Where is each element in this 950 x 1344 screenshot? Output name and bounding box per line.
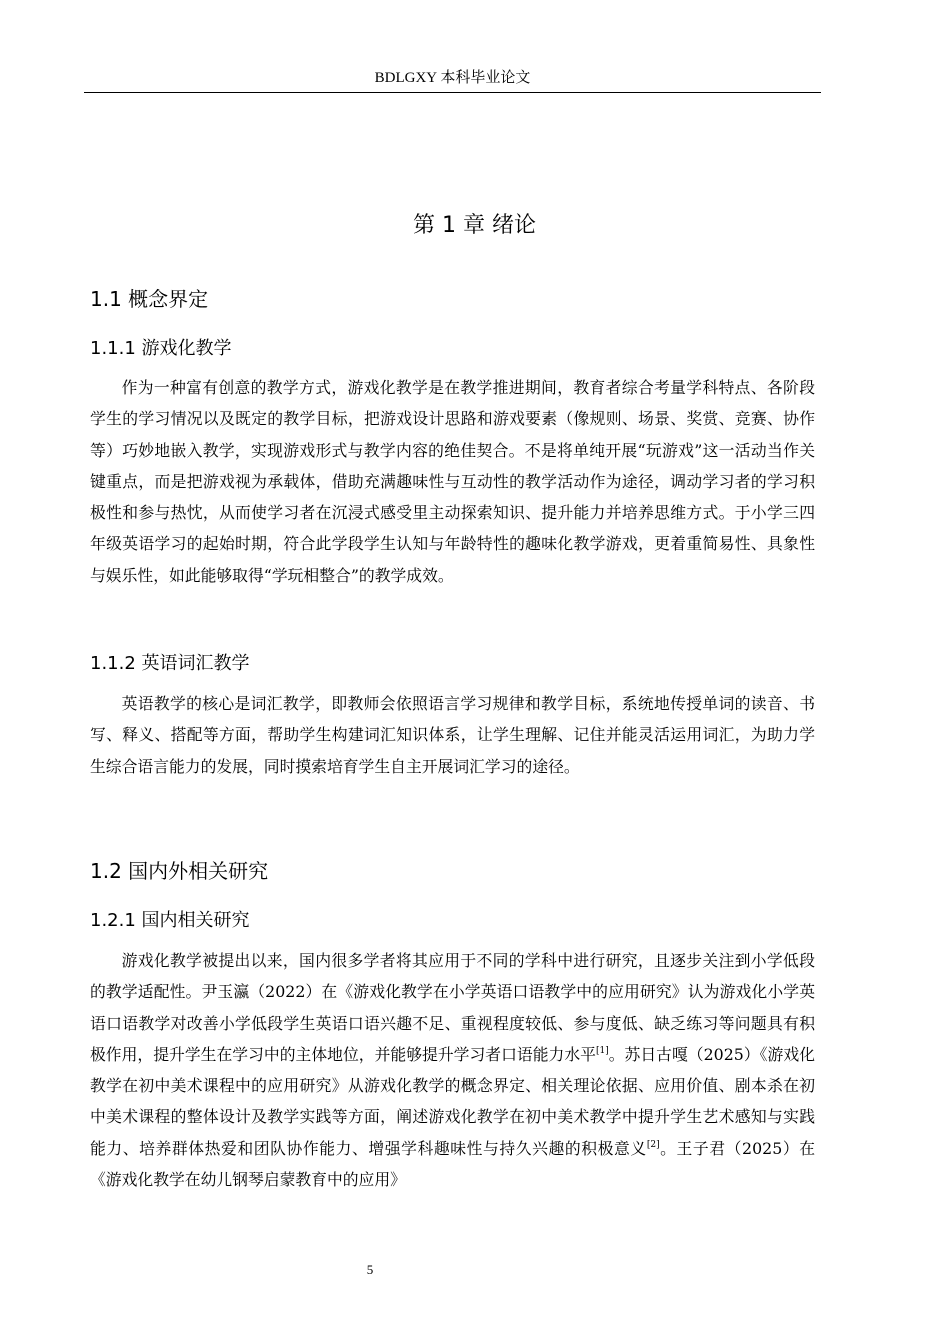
subsection-heading-1-1-1: 1.1.1 游戏化教学 — [90, 338, 232, 359]
section-heading-1-2: 1.2 国内外相关研究 — [90, 859, 269, 883]
citation-ref-1: [1] — [595, 1045, 609, 1056]
header-rule — [84, 92, 821, 93]
page-number: 5 — [366, 1262, 374, 1277]
section-heading-1-1: 1.1 概念界定 — [90, 287, 209, 311]
paragraph-text-part-2: 。苏日古嘎（2025）《游戏化教学在初中美术课程中的应用研究》从游戏化教学的概念界定、相关理论依据、应用价值、剧本杀在初中美术课程的整体设计及教学实践等方面，阐述游戏化教学在初中美术教学中提升学生艺术感知与实践能力、培养群体热爱和团队协作能力、增强学科趣味性与持久兴趣的积极意义 — [90, 1044, 815, 1158]
paragraph-text-part-3: 。王子君（2025）在《游戏化教学在幼儿钢琴启蒙教育中的应用》 — [90, 1138, 815, 1190]
running-header: BDLGXY 本科毕业论文 — [374, 70, 531, 86]
paragraph-text-part-1: 游戏化教学被提出以来，国内很多学者将其应用于不同的学科中进行研究，且逐步关注到小学低段的教学适配性。尹玉瀛（2022）在《游戏化教学在小学英语口语教学中的应用研究》认为游戏化小学英语口语教学对改善小学低段学生英语口语兴趣不足、重视程度较低、参与度低、缺乏练习等问题具有积极作用，提升学生在学习中的主体地位，并能够提升学习者口语能力水平 — [90, 951, 815, 1064]
citation-ref-2: [2] — [646, 1139, 660, 1150]
paragraph-gamified-teaching: 作为一种富有创意的教学方式，游戏化教学是在教学推进期间，教育者综合考量学科特点、各阶段学生的学习情况以及既定的教学目标，把游戏设计思路和游戏要素（像规则、场景、奖赏、竞赛、协作等）巧妙地嵌入教学，实现游戏形式与教学内容的绝佳契合。不是将单纯开展“玩游戏”这一活动当作关键重点，而是把游戏视为承载体，借助充满趣味性与互动性的教学活动作为途径，调动学习者的学习积极性和参与热忱，从而使学习者在沉浸式感受里主动探索知识、提升能力并培养思维方式。于小学三四年级英语学习的起始时期，符合此学段学生认知与年龄特性的趣味化教学游戏，更着重简易性、具象性与娱乐性，如此能够取得“学玩相整合”的教学成效。 — [90, 378, 815, 585]
chapter-title: 第 1 章 绪论 — [413, 213, 536, 238]
subsection-heading-1-2-1: 1.2.1 国内相关研究 — [90, 910, 250, 931]
paragraph-vocabulary-teaching: 英语教学的核心是词汇教学，即教师会依照语言学习规律和教学目标，系统地传授单词的读音、书写、释义、搭配等方面，帮助学生构建词汇知识体系，让学生理解、记住并能灵活运用词汇，为助力学生综合语言能力的发展，同时摸索培育学生自主开展词汇学习的途径。 — [90, 694, 815, 776]
paragraph-domestic-research — [90, 945, 815, 1195]
subsection-heading-1-1-2: 1.1.2 英语词汇教学 — [90, 653, 250, 674]
